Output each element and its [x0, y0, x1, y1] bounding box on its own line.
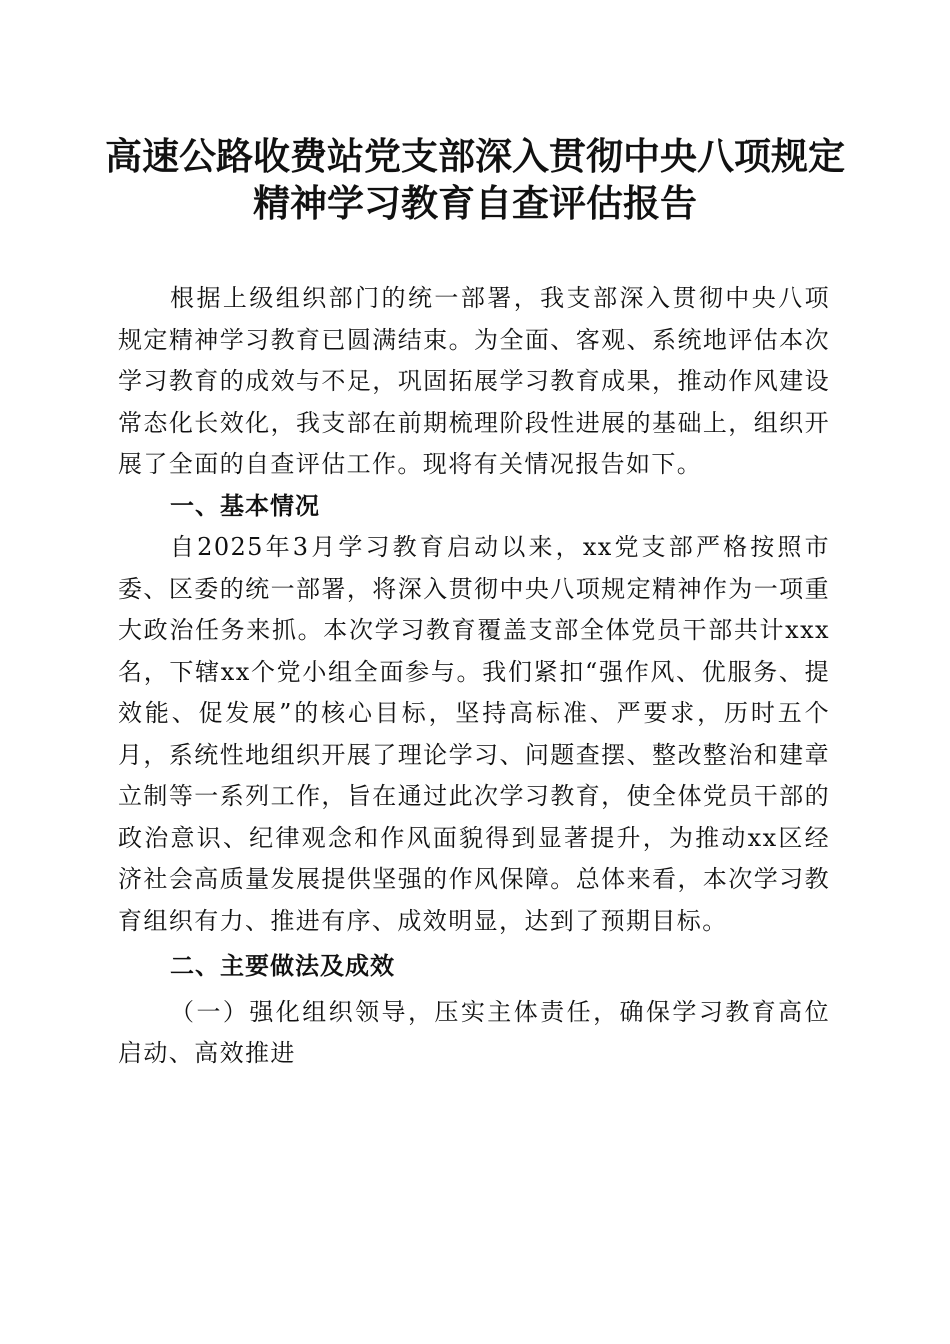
section-heading-basic: 一、基本情况 — [170, 491, 320, 520]
document-title — [60, 133, 890, 227]
section-heading-practices: 二、主要做法及成效 — [170, 952, 395, 980]
intro-paragraph: 根据上级组织部门的统一部署，我支部深入贯彻中央八项规定精神学习教育已圆满结束。为全面、客观、系统地评估本次学习教育的成效与不足，巩固拓展学习教育成果，推动作风建设常态化长效化，我支部在前期梳理阶段性进展的基础上，组织开展了全面的自查评估工作。现将有关情况报告如下。 — [118, 284, 830, 478]
subsection-heading-1: （一）强化组织领导，压实主体责任，确保学习教育高位启动、高效推进 — [118, 997, 830, 1067]
section-basic-paragraph: 自2025年3月学习教育启动以来，xx党支部严格按照市委、区委的统一部署，将深入贯彻中央八项规定精神作为一项重大政治任务来抓。本次学习教育覆盖支部全体党员干部共计xxx名，下辖xx个党小组全面参与。我们紧扣“强作风、优服务、提效能、促发展”的核心目标，坚持高标准、严要求，历时五个月，系统性地组织开展了理论学习、问题查摆、整改整治和建章立制等一系列工作，旨在通过此次学习教育，使全体党员干部的政治意识、纪律观念和作风面貌得到显著提升，为推动xx区经济社会高质量发展提供坚强的作风保障。总体来看，本次学习教育组织有力、推进有序、成效明显，达到了预期目标。 — [118, 533, 830, 935]
document-body — [118, 278, 830, 1075]
title-line-1: 高速公路收费站党支部深入贯彻中央八项规定 — [105, 134, 845, 178]
title-line-2: 精神学习教育自查评估报告 — [253, 181, 697, 225]
